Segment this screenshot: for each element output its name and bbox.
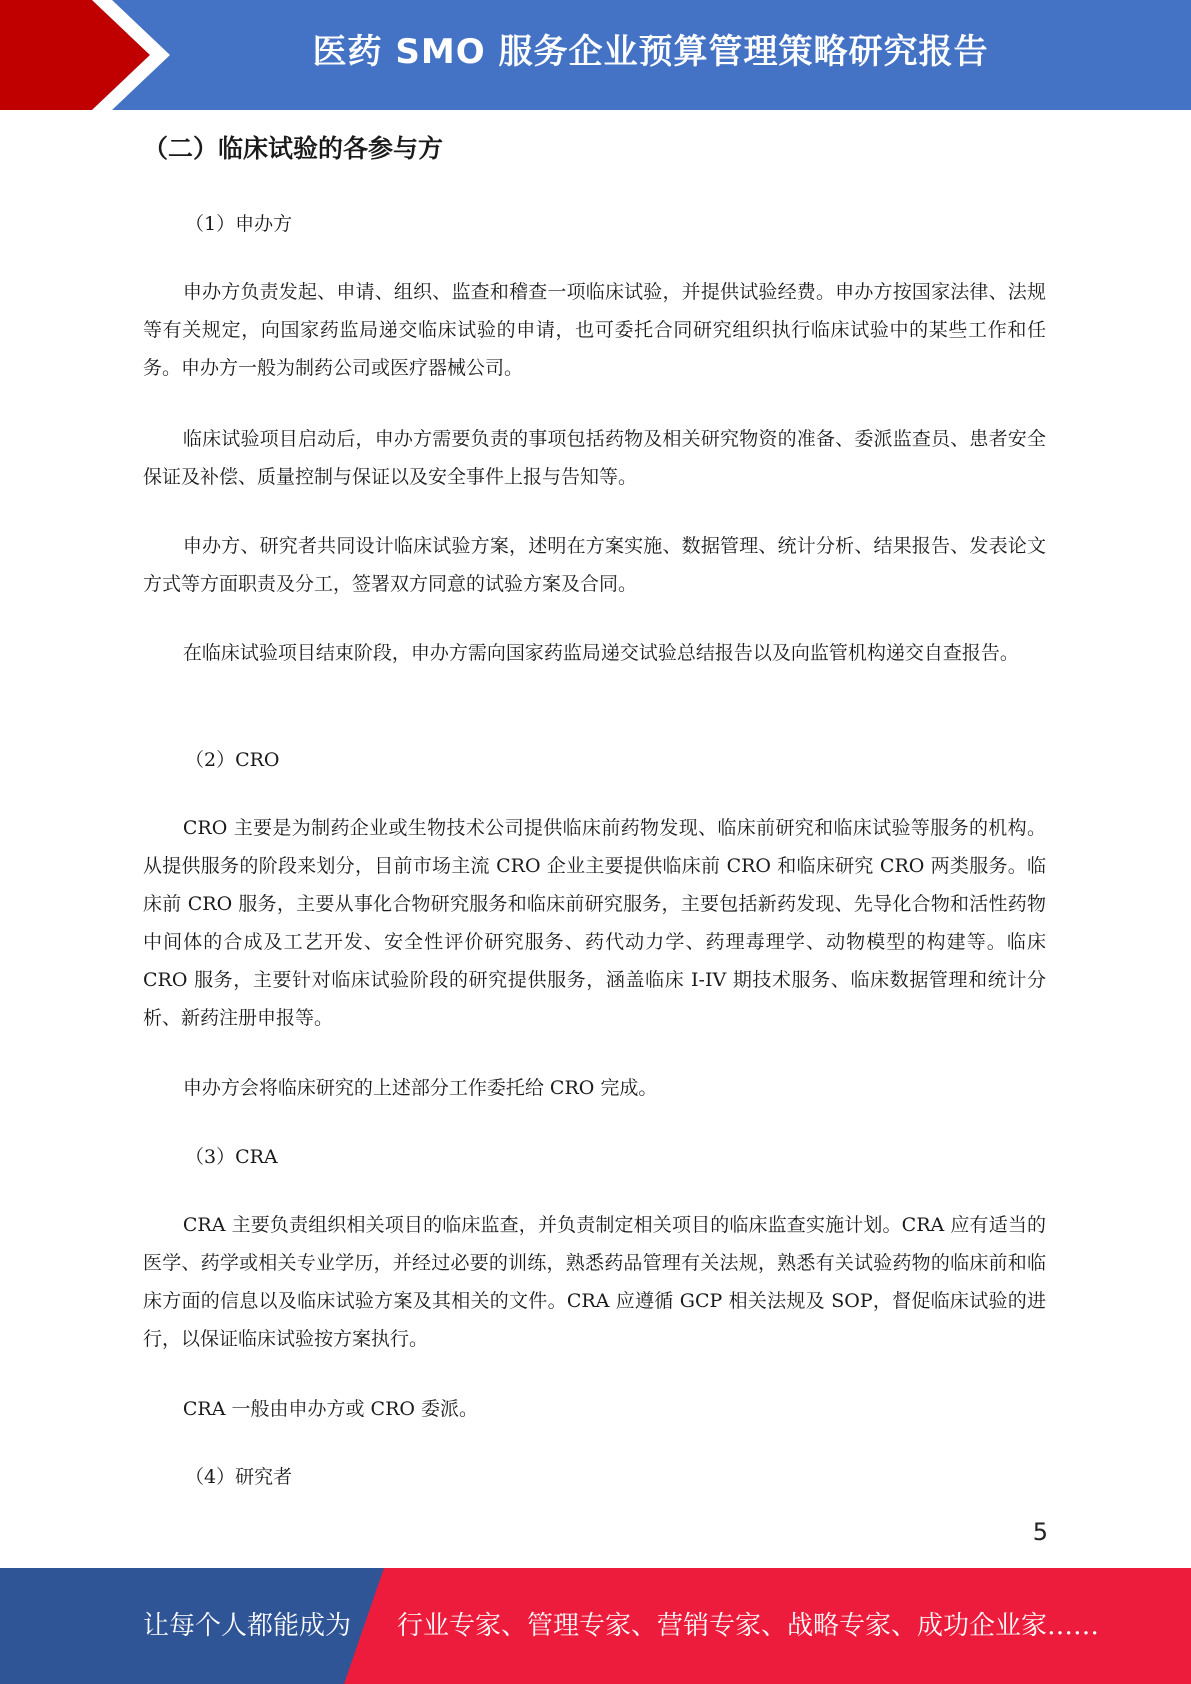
page-header [0,0,1191,110]
page-footer [0,1568,1191,1684]
paragraph: 临床试验项目启动后，申办方需要负责的事项包括药物及相关研究物资的准备、委派监查员、患者安全保证及补偿、质量控制与保证以及安全事件上报与告知等。 [143,428,1046,488]
paragraph: CRA 一般由申办方或 CRO 委派。 [182,1398,478,1420]
paragraph: CRA 主要负责组织相关项目的临床监查，并负责制定相关项目的临床监查实施计划。CRA 应有适当的医学、药学或相关专业学历，并经过必要的训练，熟悉药品管理有关法规，熟悉有关试验药物的临床前和临床方面的信息以及临床试验方案及其相关的文件。CRA 应遵循 GCP 相关法规及 SOP，督促临床试验的进行，以保证临床试验按方案执行。 [143,1214,1046,1350]
subsection-label-investigator: （4）研究者 [185,1466,293,1488]
paragraph: CRO 主要是为制药企业或生物技术公司提供临床前药物发现、临床前研究和临床试验等服务的机构。从提供服务的阶段来划分，目前市场主流 CRO 企业主要提供临床前 CRO 和临床研究 CRO 两类服务。临床前 CRO 服务，主要从事化合物研究服务和临床前研究服务，主要包括新药发现、先导化合物和活性药物中间体的合成及工艺开发、安全性评价研究服务、药代动力学、药理毒理学、动物模型的构建等。临床 CRO 服务，主要针对临床试验阶段的研究提供服务，涵盖临床 I-IV 期技术服务、临床数据管理和统计分析、新药注册申报等。 [143,817,1046,1029]
paragraph: 申办方会将临床研究的上述部分工作委托给 CRO 完成。 [182,1077,658,1099]
footer-slogan-left: 让每个人都能成为 [143,1611,352,1641]
paragraph: 申办方、研究者共同设计临床试验方案，述明在方案实施、数据管理、统计分析、结果报告、发表论文方式等方面职责及分工，签署双方同意的试验方案及合同。 [143,535,1046,595]
subsection-label-cro: （2）CRO [185,749,280,771]
report-title: 医药 SMO 服务企业预算管理策略研究报告 [312,32,989,72]
section-heading: （二）临床试验的各参与方 [143,134,444,163]
subsection-label-sponsor: （1）申办方 [185,213,293,235]
page-number: 5 [1032,1518,1048,1546]
subsection-label-cra: （3）CRA [185,1146,278,1168]
footer-slogan-right: 行业专家、管理专家、营销专家、战略专家、成功企业家…… [397,1611,1100,1641]
paragraph: 申办方负责发起、申请、组织、监查和稽查一项临床试验，并提供试验经费。申办方按国家法律、法规等有关规定，向国家药监局递交临床试验的申请，也可委托合同研究组织执行临床试验中的某些工作和任务。申办方一般为制药公司或医疗器械公司。 [143,281,1046,379]
paragraph: 在临床试验项目结束阶段，申办方需向国家药监局递交试验总结报告以及向监管机构递交自查报告。 [182,642,1019,664]
